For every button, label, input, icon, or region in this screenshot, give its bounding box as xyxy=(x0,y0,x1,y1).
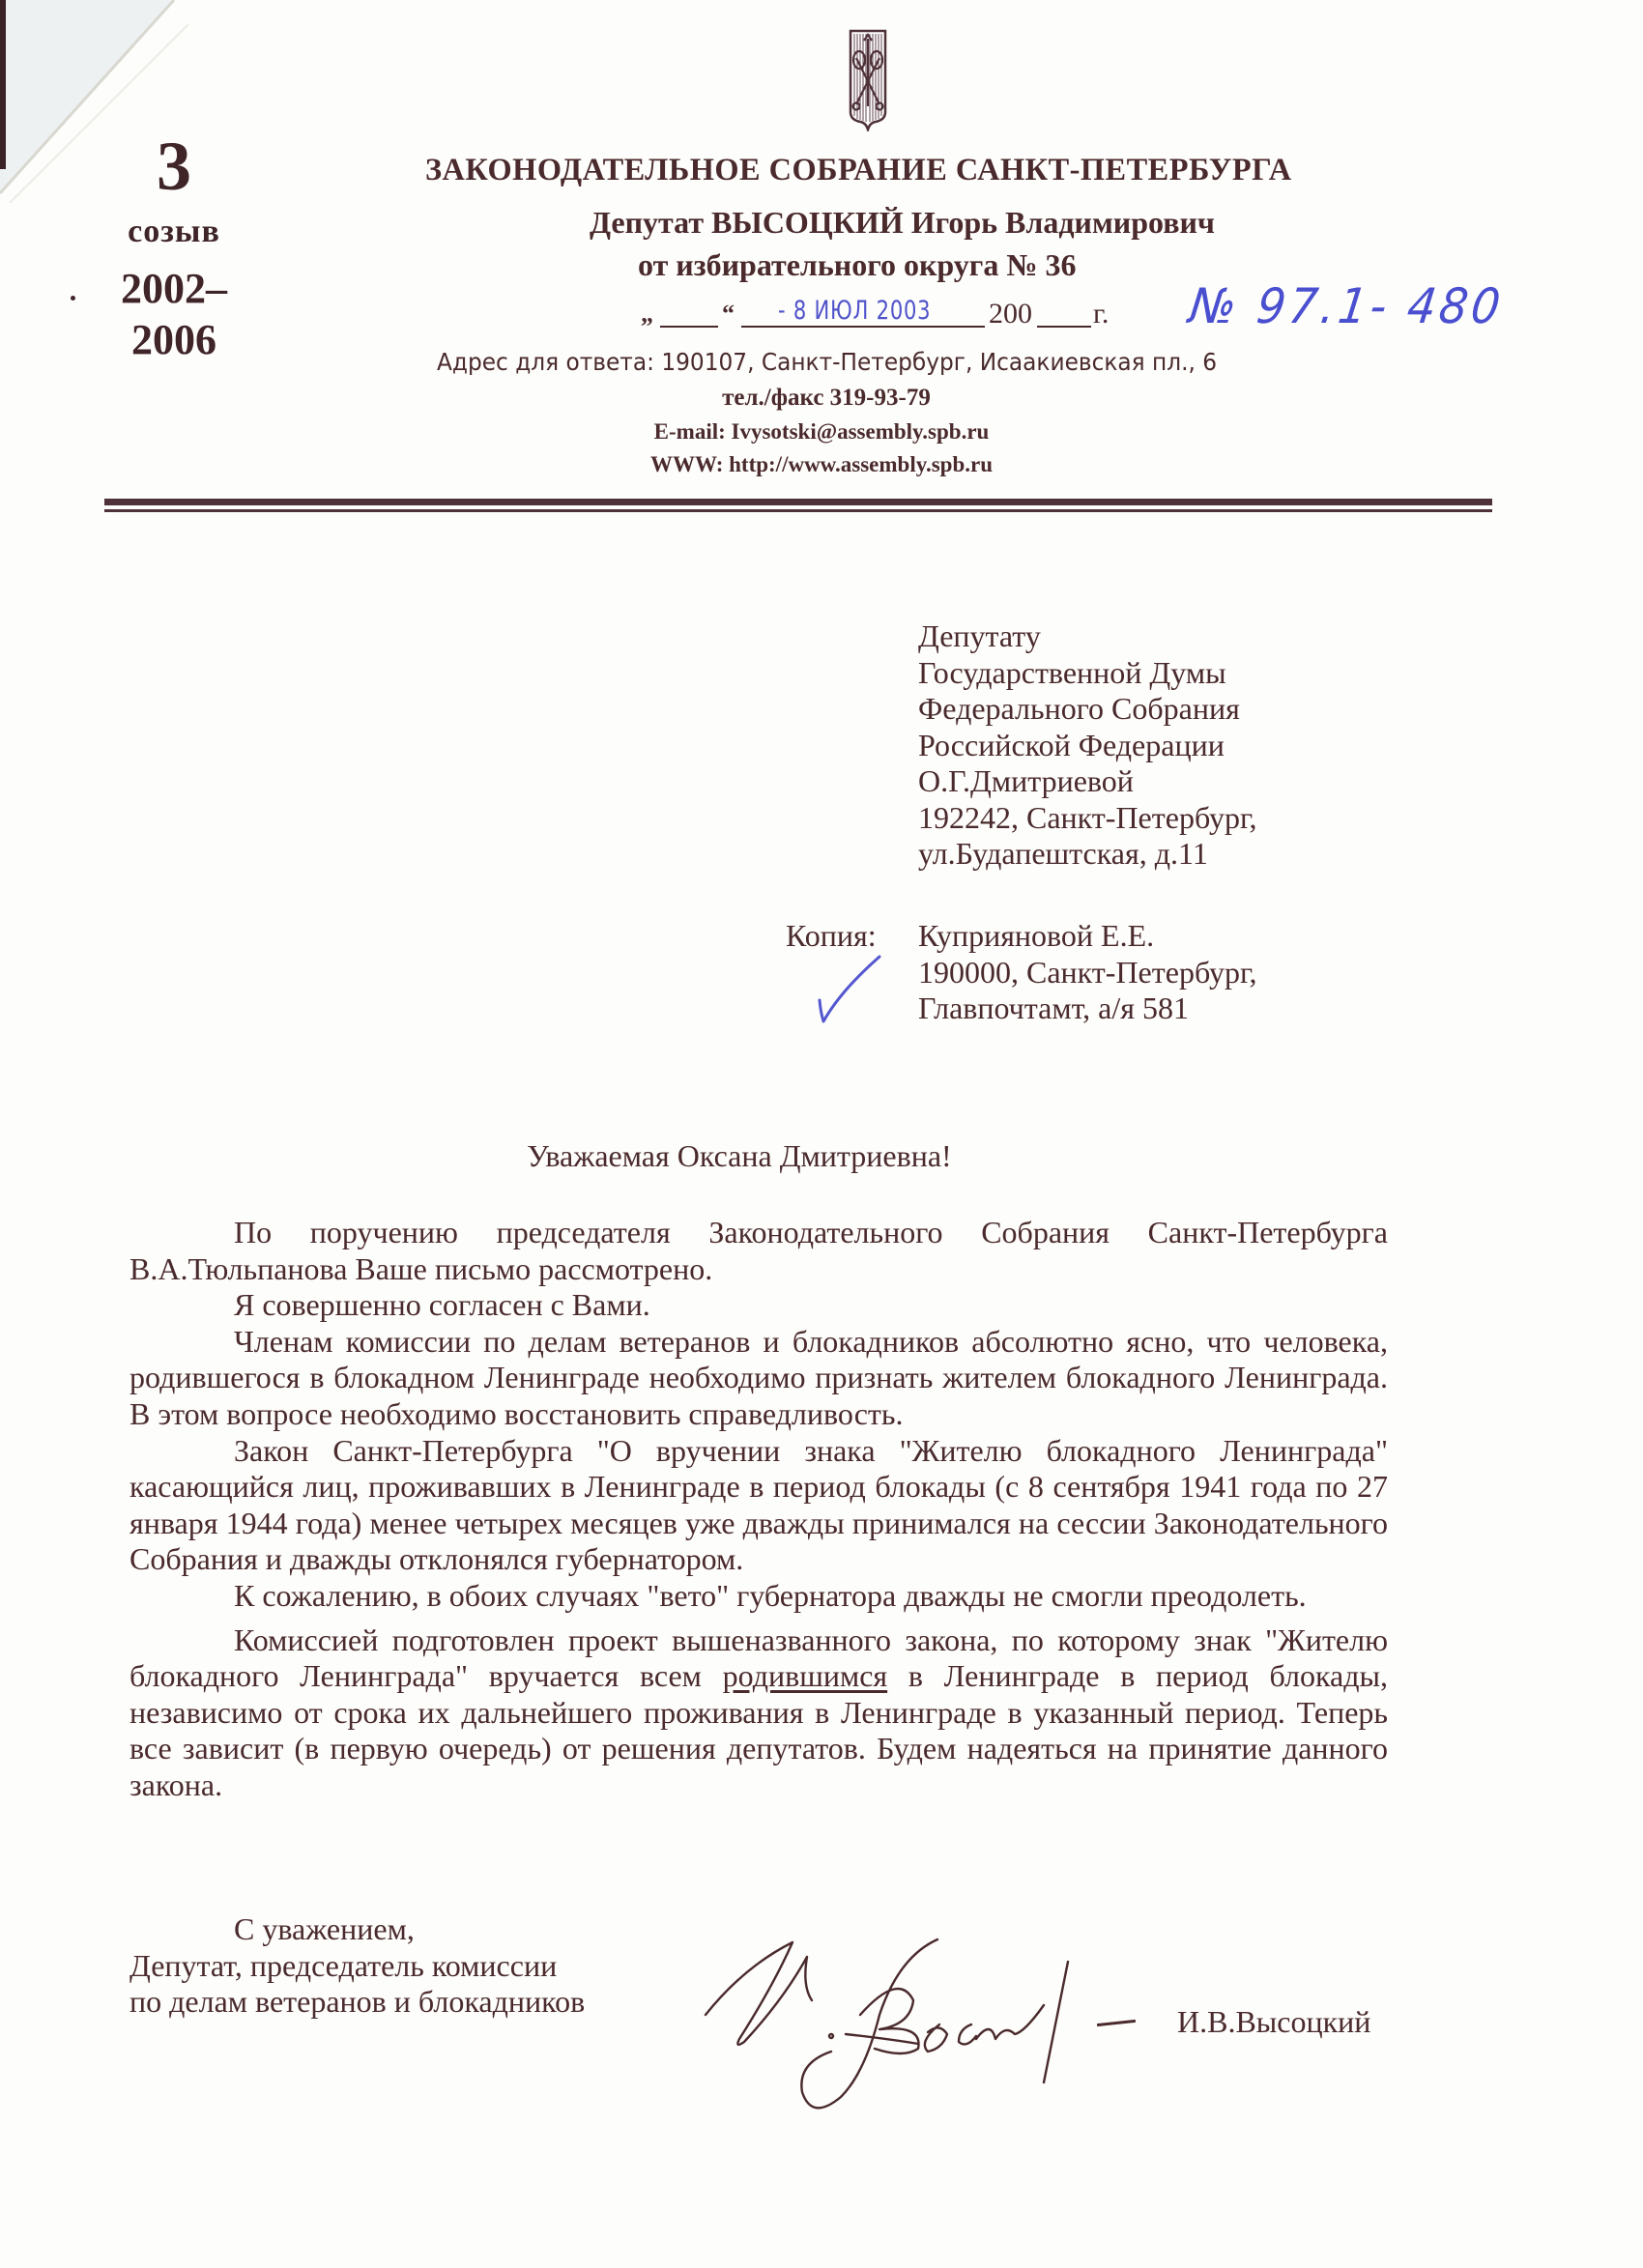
day-blank xyxy=(660,325,718,328)
convocation-label: созыв xyxy=(128,214,220,249)
website: WWW: http://www.assembly.spb.ru xyxy=(649,452,993,476)
scan-edge-shadow xyxy=(0,0,6,169)
header-rule-thick xyxy=(104,499,1492,505)
convocation-years-end: 2006 xyxy=(131,316,216,363)
deputy-name: Депутат ВЫСОЦКИЙ Игорь Владимирович xyxy=(590,205,1215,240)
addressee-line: Государственной Думы xyxy=(918,654,1226,690)
body-paragraph: Членам комиссии по делам ветеранов и блокадников абсолютно ясно, что человека, родившегося в блокадном Ленинграде необходимо признать жителем блокадного Ленинграда. В этом вопросе необходимо восстановить справедливость. xyxy=(130,1323,1388,1431)
copy-label: Копия: xyxy=(786,918,877,953)
date-line xyxy=(641,278,1508,334)
body-paragraph: Я совершенно согласен с Вами. xyxy=(234,1287,650,1323)
letter-body xyxy=(130,1215,1388,1804)
convocation-years-start: 2002– xyxy=(121,265,227,312)
reply-address: Адрес для ответа: 190107, Санкт-Петербург, Исаакиевская пл., 6 xyxy=(437,348,1218,376)
copy-line: Куприяновой Е.Е. xyxy=(918,918,1155,953)
addressee-line: Депутату xyxy=(918,618,1041,653)
checkmark-icon xyxy=(812,952,889,1029)
phone-fax: тел./факс 319-93-79 xyxy=(722,385,931,411)
handwritten-reference-number: № 97.1- 480 xyxy=(1186,278,1508,334)
signer-name: И.В.Высоцкий xyxy=(1177,2004,1371,2039)
email: E-mail: Ivysotski@assembly.spb.ru xyxy=(653,419,990,444)
signer-title: Депутат, председатель комиссии xyxy=(130,1947,558,1983)
open-quote: „ xyxy=(641,300,653,328)
body-paragraph: К сожалению, в обоих случаях "вето" губернатора дважды не смогли преодолеть. xyxy=(234,1577,1307,1613)
addressee-line: Российской Федерации xyxy=(918,727,1225,762)
year-prefix: 200 xyxy=(989,298,1032,330)
copy-line: Главпочтамт, а/я 581 xyxy=(918,990,1189,1025)
body-paragraph xyxy=(130,1622,1388,1804)
body-paragraph: Закон Санкт-Петербурга "О вручении знака "Жителю блокадного Ленинграда" касающийся лиц, проживавших в Ленинграде в период блокады (с 8 сентября 1941 года по 27 января 1944 года) менее четырех месяцев уже дважды принимался на сессии Законодательного Собрания и дважды отклонялся губернатором. xyxy=(130,1432,1388,1577)
coat-of-arms-icon xyxy=(849,29,887,131)
body-paragraph: По поручению председателя Законодательного Собрания Санкт-Петербурга В.А.Тюльпанова Ваше письмо рассмотрено. xyxy=(130,1215,1388,1286)
header-rule-thin xyxy=(104,509,1492,512)
close-quote: “ xyxy=(722,300,735,328)
closing-block xyxy=(130,1911,585,2021)
organization-name: ЗАКОНОДАТЕЛЬНОЕ СОБРАНИЕ САНКТ-ПЕТЕРБУРГА xyxy=(425,153,1292,187)
body-text: Комиссией подготовлен проект вышеназванного закона, по которому знак "Жителю блокадного Ленинграда" вручается всем xyxy=(130,1622,1388,1694)
year-suffix: г. xyxy=(1093,298,1110,330)
scan-speck xyxy=(71,296,75,301)
copy-line: 190000, Санкт-Петербург, xyxy=(918,954,1257,990)
handwritten-signature-icon xyxy=(686,1928,1140,2121)
year-blank xyxy=(1037,325,1091,328)
addressee-line: ул.Будапештская, д.11 xyxy=(918,836,1208,871)
signer-title: по делам ветеранов и блокадников xyxy=(130,1984,586,2019)
electoral-district: от избирательного округа № 36 xyxy=(638,247,1077,282)
body-text: в Ленинграде в период блокады, независимо от срока их дальнейшего проживания в Ленинграде в указанный период. Теперь все зависит (в первую очередь) от решения депутатов. Будем надеяться на принятие данного закона. xyxy=(130,1658,1389,1802)
copy-recipient-block xyxy=(918,918,1257,1027)
regards: С уважением, xyxy=(234,1911,415,1946)
addressee-line: Федерального Собрания xyxy=(918,691,1240,726)
received-date-stamp: - 8 ИЮЛ 2003 xyxy=(778,296,932,326)
addressee-line: О.Г.Дмитриевой xyxy=(918,763,1134,798)
underlined-emphasis: родившимся xyxy=(722,1658,888,1694)
addressee-block xyxy=(918,618,1257,873)
salutation: Уважаемая Оксана Дмитриевна! xyxy=(527,1138,952,1173)
addressee-line: 192242, Санкт-Петербург, xyxy=(918,799,1257,835)
convocation-number: 3 xyxy=(157,128,191,205)
